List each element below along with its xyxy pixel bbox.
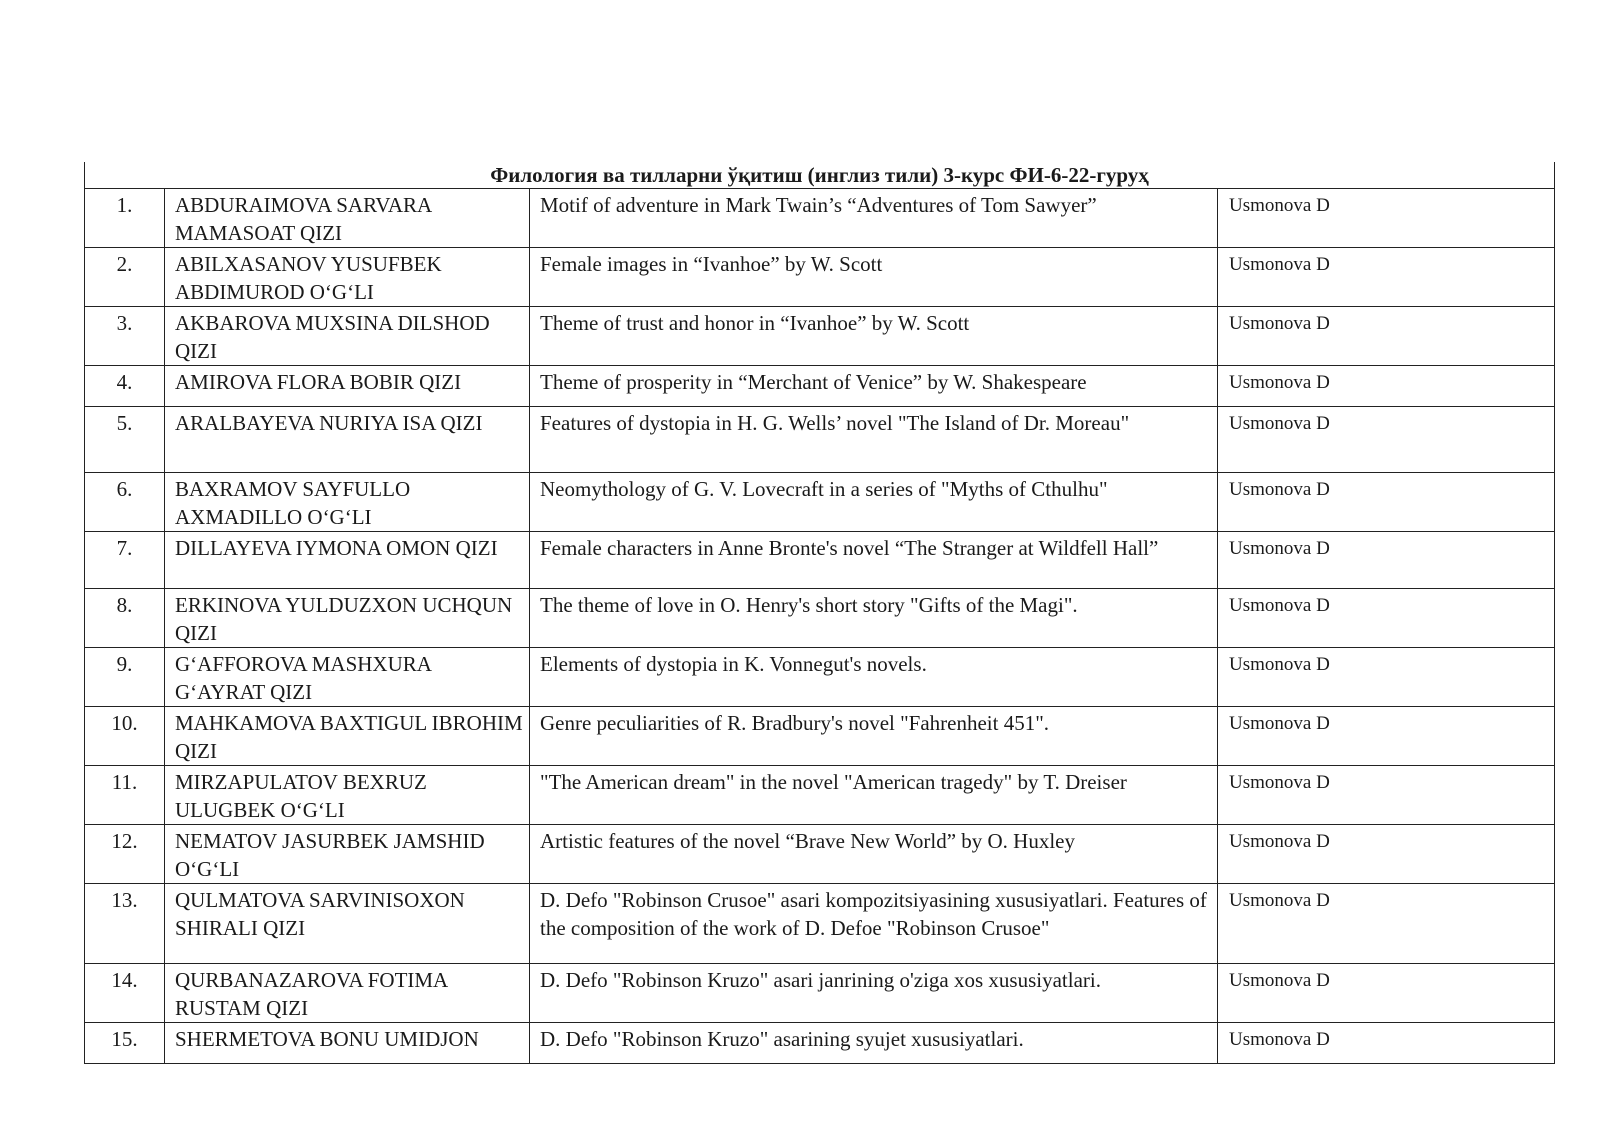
topic-title: Genre peculiarities of R. Bradbury's novel "Fahrenheit 451". bbox=[530, 707, 1218, 766]
supervisor-name: Usmonova D bbox=[1218, 407, 1555, 473]
supervisor-name: Usmonova D bbox=[1218, 189, 1555, 248]
student-name: ARALBAYEVA NURIYA ISA QIZI bbox=[165, 407, 530, 473]
row-number: 2. bbox=[85, 248, 165, 307]
table-row bbox=[85, 589, 1555, 648]
supervisor-name: Usmonova D bbox=[1218, 1023, 1555, 1064]
table-row bbox=[85, 189, 1555, 248]
row-number: 11. bbox=[85, 766, 165, 825]
supervisor-name: Usmonova D bbox=[1218, 648, 1555, 707]
student-name: DILLAYEVA IYMONA OMON QIZI bbox=[165, 532, 530, 589]
student-name: ABDURAIMOVA SARVARA MAMASOAT QIZI bbox=[165, 189, 530, 248]
topic-title: D. Defo "Robinson Kruzo" asarining syujet xususiyatlari. bbox=[530, 1023, 1218, 1064]
row-number: 7. bbox=[85, 532, 165, 589]
student-name: MAHKAMOVA BAXTIGUL IBROHIM QIZI bbox=[165, 707, 530, 766]
student-name: BAXRAMOV SAYFULLO AXMADILLO O‘G‘LI bbox=[165, 473, 530, 532]
row-number: 10. bbox=[85, 707, 165, 766]
table-row bbox=[85, 473, 1555, 532]
row-number: 13. bbox=[85, 884, 165, 964]
topic-title: Motif of adventure in Mark Twain’s “Adventures of Tom Sawyer” bbox=[530, 189, 1218, 248]
row-number: 4. bbox=[85, 366, 165, 407]
topic-title: The theme of love in O. Henry's short story "Gifts of the Magi". bbox=[530, 589, 1218, 648]
topic-title: Theme of trust and honor in “Ivanhoe” by W. Scott bbox=[530, 307, 1218, 366]
table-row bbox=[85, 884, 1555, 964]
topic-title: D. Defo "Robinson Crusoe" asari kompozitsiyasining xususiyatlari. Features of the composition of the work of D. Defoe "Robinson Crusoe" bbox=[530, 884, 1218, 964]
table-title: Филология ва тилларни ўқитиш (инглиз тили) 3-курс ФИ-6-22-гуруҳ bbox=[85, 162, 1555, 189]
supervisor-name: Usmonova D bbox=[1218, 532, 1555, 589]
row-number: 5. bbox=[85, 407, 165, 473]
supervisor-name: Usmonova D bbox=[1218, 589, 1555, 648]
row-number: 15. bbox=[85, 1023, 165, 1064]
topic-title: Artistic features of the novel “Brave New World” by O. Huxley bbox=[530, 825, 1218, 884]
topic-title: "The American dream" in the novel "American tragedy" by T. Dreiser bbox=[530, 766, 1218, 825]
supervisor-name: Usmonova D bbox=[1218, 707, 1555, 766]
row-number: 8. bbox=[85, 589, 165, 648]
table-row bbox=[85, 532, 1555, 589]
table-row bbox=[85, 248, 1555, 307]
topic-title: Neomythology of G. V. Lovecraft in a series of "Myths of Cthulhu" bbox=[530, 473, 1218, 532]
row-number: 14. bbox=[85, 964, 165, 1023]
student-name: QULMATOVA SARVINISOXON SHIRALI QIZI bbox=[165, 884, 530, 964]
student-name: QURBANAZAROVA FOTIMA RUSTAM QIZI bbox=[165, 964, 530, 1023]
supervisor-name: Usmonova D bbox=[1218, 964, 1555, 1023]
topic-title: Elements of dystopia in K. Vonnegut's novels. bbox=[530, 648, 1218, 707]
student-name: ABILXASANOV YUSUFBEK ABDIMUROD O‘G‘LI bbox=[165, 248, 530, 307]
table-row bbox=[85, 964, 1555, 1023]
student-name: SHERMETOVA BONU UMIDJON bbox=[165, 1023, 530, 1064]
row-number: 12. bbox=[85, 825, 165, 884]
supervisor-name: Usmonova D bbox=[1218, 473, 1555, 532]
table-row bbox=[85, 825, 1555, 884]
table-row bbox=[85, 648, 1555, 707]
document-page bbox=[84, 162, 1554, 1064]
row-number: 6. bbox=[85, 473, 165, 532]
student-name: MIRZAPULATOV BEXRUZ ULUGBEK O‘G‘LI bbox=[165, 766, 530, 825]
row-number: 9. bbox=[85, 648, 165, 707]
topic-title: Features of dystopia in H. G. Wells’ novel "The Island of Dr. Moreau" bbox=[530, 407, 1218, 473]
table-row bbox=[85, 366, 1555, 407]
topic-title: Female images in “Ivanhoe” by W. Scott bbox=[530, 248, 1218, 307]
table-row bbox=[85, 407, 1555, 473]
row-number: 3. bbox=[85, 307, 165, 366]
supervisor-name: Usmonova D bbox=[1218, 248, 1555, 307]
student-name: ERKINOVA YULDUZXON UCHQUN QIZI bbox=[165, 589, 530, 648]
table-body bbox=[85, 189, 1555, 1064]
supervisor-name: Usmonova D bbox=[1218, 884, 1555, 964]
supervisor-name: Usmonova D bbox=[1218, 766, 1555, 825]
topic-title: Theme of prosperity in “Merchant of Venice” by W. Shakespeare bbox=[530, 366, 1218, 407]
student-name: AKBAROVA MUXSINA DILSHOD QIZI bbox=[165, 307, 530, 366]
student-name: G‘AFFOROVA MASHXURA G‘AYRAT QIZI bbox=[165, 648, 530, 707]
student-name: AMIROVA FLORA BOBIR QIZI bbox=[165, 366, 530, 407]
table-row bbox=[85, 766, 1555, 825]
supervisor-name: Usmonova D bbox=[1218, 825, 1555, 884]
table-row bbox=[85, 1023, 1555, 1064]
supervisor-name: Usmonova D bbox=[1218, 366, 1555, 407]
table-row bbox=[85, 707, 1555, 766]
row-number: 1. bbox=[85, 189, 165, 248]
student-name: NEMATOV JASURBEK JAMSHID O‘G‘LI bbox=[165, 825, 530, 884]
topic-title: D. Defo "Robinson Kruzo" asari janrining o'ziga xos xususiyatlari. bbox=[530, 964, 1218, 1023]
topic-title: Female characters in Anne Bronte's novel “The Stranger at Wildfell Hall” bbox=[530, 532, 1218, 589]
supervisor-name: Usmonova D bbox=[1218, 307, 1555, 366]
table-row bbox=[85, 307, 1555, 366]
student-topics-table bbox=[84, 162, 1555, 1064]
